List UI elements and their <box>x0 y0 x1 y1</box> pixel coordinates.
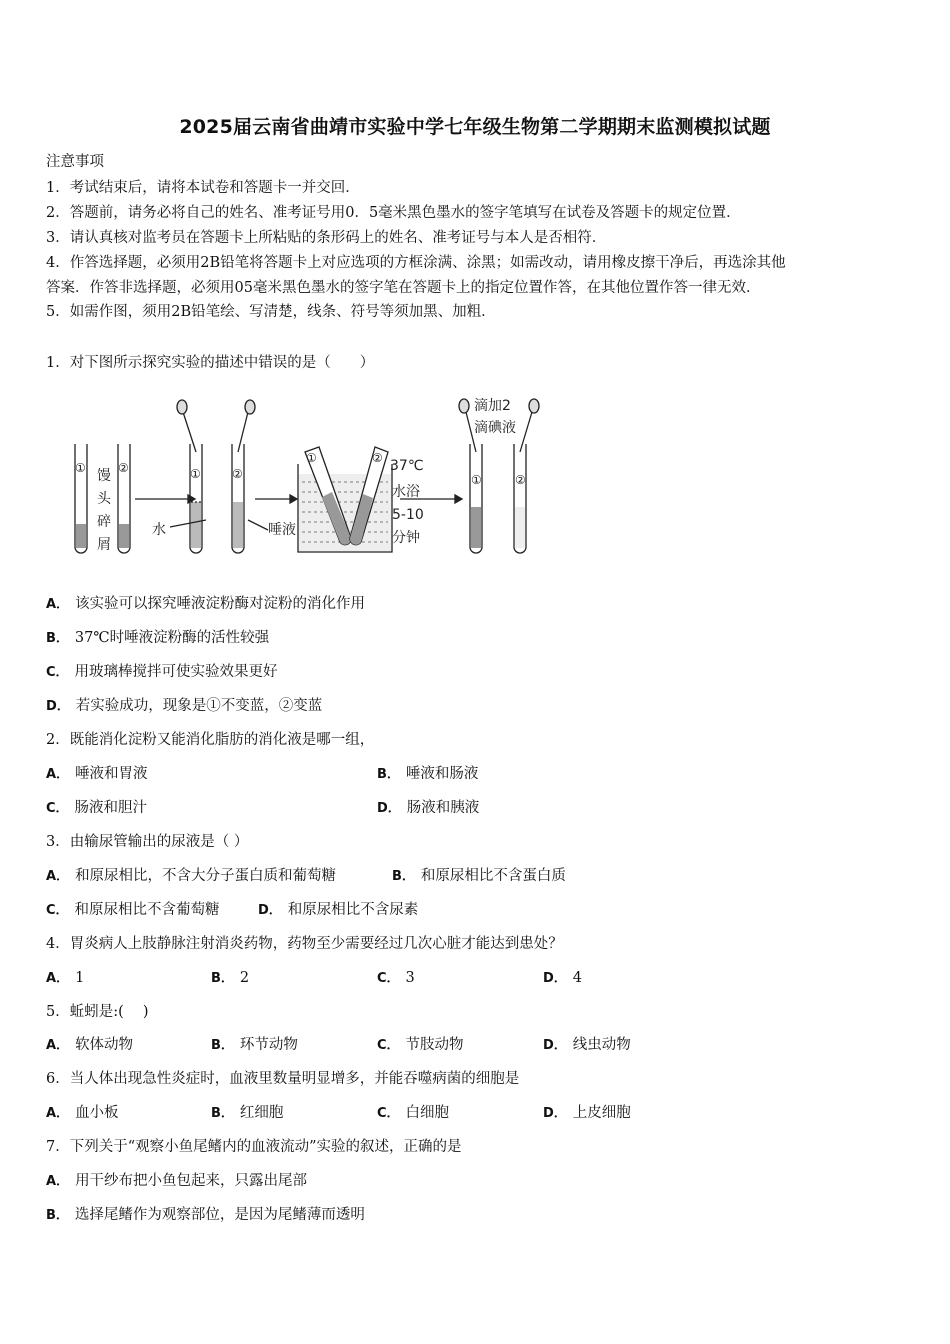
temperature-label: 37℃ <box>390 458 424 474</box>
dropper-bulb <box>245 400 255 414</box>
option-text: 1 <box>75 970 85 986</box>
option-letter: D． <box>543 1106 567 1121</box>
notice-item: 答案．作答非选择题，必须用05毫米黑色墨水的签字笔在答题卡上的指定位置作答，在其他位置作答一律无效． <box>46 280 761 296</box>
option-text: 红细胞 <box>239 1105 284 1121</box>
option-letter: B． <box>377 767 400 782</box>
option-letter: A． <box>46 1174 70 1189</box>
label-pointer <box>248 520 268 530</box>
option <box>211 1035 298 1056</box>
option-text: 环节动物 <box>239 1037 298 1053</box>
option-text: 白细胞 <box>405 1105 450 1121</box>
tube-label: ① <box>190 467 201 481</box>
option <box>543 1103 631 1124</box>
option <box>46 968 84 989</box>
option <box>543 968 582 989</box>
bath-label: 分钟 <box>392 530 420 546</box>
option-letter: B． <box>211 971 234 986</box>
option <box>377 764 478 785</box>
option-letter: D． <box>258 903 282 918</box>
option <box>46 662 278 683</box>
option-letter: B． <box>46 631 69 646</box>
option-text: 4 <box>572 970 583 986</box>
material-label: 馒 <box>97 468 111 484</box>
option-letter: D． <box>543 971 567 986</box>
iodine-label: 滴加2 <box>474 398 511 414</box>
option-letter: A． <box>46 1106 70 1121</box>
option <box>46 1035 133 1056</box>
option-letter: D． <box>377 801 401 816</box>
option-letter: D． <box>46 699 70 714</box>
option-letter: D． <box>543 1038 567 1053</box>
bath-label: 5-10 <box>392 507 424 523</box>
option-text: 选择尾鳍作为观察部位，是因为尾鳍薄而透明 <box>74 1207 365 1223</box>
water-label: 水 <box>152 522 166 538</box>
material-label: 碎 <box>97 514 111 530</box>
option-letter: A． <box>46 597 70 612</box>
option-text: 3 <box>405 970 415 986</box>
option <box>377 798 479 819</box>
dropper <box>238 412 248 452</box>
tube-label: ② <box>232 467 243 481</box>
option-letter: B． <box>211 1038 234 1053</box>
dropper-bulb <box>529 399 539 413</box>
tube-label: ① <box>471 473 482 487</box>
material-label: 屑 <box>97 537 111 553</box>
option-text: 若实验成功，现象是①不变蓝，②变蓝 <box>75 698 323 714</box>
option <box>46 900 220 921</box>
option <box>258 900 418 921</box>
option-letter: B． <box>392 869 415 884</box>
option <box>377 968 415 989</box>
question-stem: 5．蚯蚓是:( ) <box>46 1004 149 1020</box>
option-text: 用玻璃棒搅拌可使实验效果更好 <box>74 664 278 680</box>
option-text: 和原尿相比不含尿素 <box>287 902 419 918</box>
option-text: 37℃时唾液淀粉酶的活性较强 <box>74 630 270 646</box>
iodine-label: 滴碘液 <box>474 420 516 436</box>
option <box>211 968 249 989</box>
option-text: 唾液和肠液 <box>405 766 479 782</box>
option <box>46 1205 365 1226</box>
option-text: 肠液和胆汁 <box>74 800 148 816</box>
option <box>392 866 566 887</box>
option-text: 软体动物 <box>75 1037 134 1053</box>
question-stem: 7．下列关于“观察小鱼尾鳍内的血液流动”实验的叙述，正确的是 <box>46 1139 462 1155</box>
option-letter: C． <box>46 903 69 918</box>
dropper-bulb <box>177 400 187 414</box>
option <box>211 1103 283 1124</box>
tube-label: ① <box>75 461 86 475</box>
option-letter: B． <box>211 1106 234 1121</box>
tube-label: ② <box>118 461 129 475</box>
saliva-label: 唾液 <box>268 522 296 538</box>
option-letter: C． <box>377 971 400 986</box>
option <box>46 1171 307 1192</box>
option <box>377 1035 464 1056</box>
question-stem: 4．胃炎病人上肢静脉注射消炎药物，药物至少需要经过几次心脏才能达到患处？ <box>46 936 563 952</box>
option-text: 线虫动物 <box>572 1037 631 1053</box>
option-text: 和原尿相比不含蛋白质 <box>420 868 566 884</box>
dropper-bulb <box>459 399 469 413</box>
option-letter: A． <box>46 767 70 782</box>
notice-item: 4．作答选择题，必须用2B铅笔将答题卡上对应选项的方框涂满、涂黑；如需改动，请用橡皮擦干净后，再选涂其他 <box>46 255 786 271</box>
option <box>46 628 269 649</box>
option-text: 上皮细胞 <box>572 1105 631 1121</box>
arrow-head <box>455 495 462 503</box>
option-text: 2 <box>239 970 250 986</box>
option <box>543 1035 631 1056</box>
question-stem: 3．由输尿管输出的尿液是（ ） <box>46 834 249 850</box>
experiment-figure <box>70 392 560 562</box>
question-stem: 1．对下图所示探究实验的描述中错误的是（ ） <box>46 355 375 371</box>
material-label: 头 <box>97 491 111 507</box>
option-text: 和原尿相比不含葡萄糖 <box>74 902 220 918</box>
option-text: 节肢动物 <box>405 1037 464 1053</box>
option-text: 血小板 <box>75 1105 119 1121</box>
option-letter: C． <box>377 1106 400 1121</box>
option-letter: B． <box>46 1208 69 1223</box>
page-title: 2025届云南省曲靖市实验中学七年级生物第二学期期末监测模拟试题 <box>179 116 771 138</box>
arrow-head <box>290 495 297 503</box>
option-text: 和原尿相比，不含大分子蛋白质和葡萄糖 <box>75 868 337 884</box>
notice-item: 1．考试结束后，请将本试卷和答题卡一并交回． <box>46 180 360 196</box>
notice-item: 5．如需作图，须用2B铅笔绘、写清楚，线条、符号等须加黑、加粗． <box>46 304 496 320</box>
option <box>46 594 365 615</box>
question-stem: 6．当人体出现急性炎症时，血液里数量明显增多，并能吞噬病菌的细胞是 <box>46 1071 520 1087</box>
option-letter: A． <box>46 1038 70 1053</box>
option <box>46 798 147 819</box>
option <box>377 1103 449 1124</box>
question-stem: 2．既能消化淀粉又能消化脂肪的消化液是哪一组， <box>46 732 375 748</box>
notice-item: 3．请认真核对监考员在答题卡上所粘贴的条形码上的姓名、准考证号与本人是否相符． <box>46 230 607 246</box>
option <box>46 1103 119 1124</box>
option-letter: C． <box>377 1038 400 1053</box>
option-text: 唾液和胃液 <box>75 766 148 782</box>
option-text: 肠液和胰液 <box>406 800 480 816</box>
tube-label: ② <box>372 451 383 465</box>
option-text: 用干纱布把小鱼包起来，只露出尾部 <box>75 1173 308 1189</box>
option-letter: C． <box>46 801 69 816</box>
option <box>46 764 148 785</box>
tube-label: ② <box>515 473 526 487</box>
notice-heading: 注意事项 <box>46 154 104 170</box>
option-letter: A． <box>46 971 70 986</box>
option <box>46 696 322 717</box>
option-text: 该实验可以探究唾液淀粉酶对淀粉的消化作用 <box>75 596 366 612</box>
option-letter: A． <box>46 869 70 884</box>
option <box>46 866 336 887</box>
option-letter: C． <box>46 665 69 680</box>
tube-label: ① <box>306 451 317 465</box>
notice-item: 2．答题前，请务必将自己的姓名、准考证号用0．5毫米黑色墨水的签字笔填写在试卷及答题卡的规定位置． <box>46 205 741 221</box>
bath-label: 水浴 <box>392 484 420 500</box>
